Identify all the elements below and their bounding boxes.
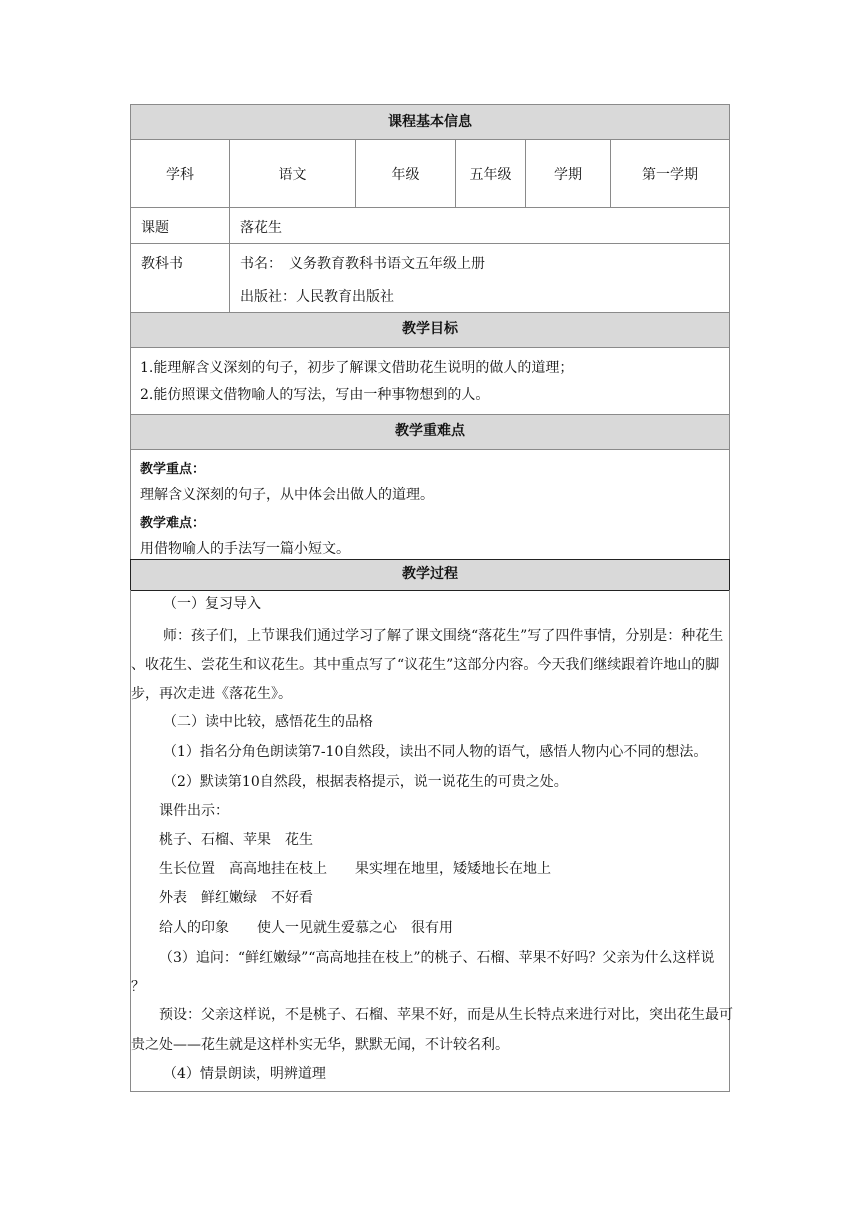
textbook-row <box>130 244 730 313</box>
topic-value-cell <box>230 208 729 243</box>
process-line: 外表 鲜红嫩绿 不好看 <box>159 890 313 906</box>
process-line: 步，再次走进《落花生》。 <box>131 686 292 702</box>
process-line: 生长位置 高高地挂在枝上 果实埋在地里，矮矮地长在地上 <box>159 861 551 877</box>
process-line: （2）默读第10自然段，根据表格提示，说一说花生的可贵之处。 <box>163 774 568 790</box>
difficulty-text: 用借物喻人的手法写一篇小短文。 <box>140 541 350 557</box>
process-line: 给人的印象 使人一见就生爱慕之心 很有用 <box>159 920 453 936</box>
textbook-publisher: 出版社：人民教育出版社 <box>240 289 394 305</box>
process-header: 教学过程 <box>130 559 730 591</box>
process-line: （1）指名分角色朗读第7-10自然段，读出不同人物的语气，感悟人物内心不同的想法。 <box>163 744 708 760</box>
term-value: 第一学期 <box>642 166 698 183</box>
subject-label: 学科 <box>131 140 230 207</box>
process-line: （二）读中比较，感悟花生的品格 <box>163 714 373 730</box>
textbook-value-cell <box>230 244 729 312</box>
textbook-name: 书名： 义务教育教科书语文五年级上册 <box>240 256 485 272</box>
basic-info-header: 课程基本信息 <box>130 104 730 140</box>
lesson-plan-table <box>130 104 730 560</box>
process-line: 师：孩子们，上节课我们通过学习了解了课文围绕“落花生”写了四件事情，分别是：种花生 <box>163 628 724 644</box>
textbook-label: 教科书 <box>141 256 183 272</box>
goal-item: 1.能理解含义深刻的句子，初步了解课文借助花生说明的做人的道理； <box>140 360 574 376</box>
goals-body <box>130 348 730 415</box>
goals-header: 教学目标 <box>130 313 730 348</box>
topic-label: 课题 <box>141 220 169 236</box>
process-line: 课件出示： <box>159 803 229 819</box>
grade-label: 年级 <box>356 140 456 207</box>
process-line: 贵之处——花生就是这样朴实无华，默默无闻，不计较名利。 <box>131 1037 509 1053</box>
focus-label: 教学重点： <box>140 462 206 477</box>
focus-text: 理解含义深刻的句子，从中体会出做人的道理。 <box>140 487 434 503</box>
process-body <box>130 590 733 1092</box>
term-label: 学期 <box>526 140 611 207</box>
process-line: （4）情景朗读，明辨道理 <box>163 1066 326 1082</box>
process-line: 预设：父亲这样说，不是桃子、石榴、苹果不好，而是从生长特点来进行对比，突出花生最可 <box>159 1007 733 1023</box>
process-line: 、收花生、尝花生和议花生。其中重点写了“议花生”这部分内容。今天我们继续跟着许地山的脚 <box>131 657 720 673</box>
grade-value: 五年级 <box>456 140 526 207</box>
topic-label-cell <box>131 208 230 243</box>
basic-info-row <box>130 140 730 208</box>
goal-item: 2.能仿照课文借物喻人的写法，写由一种事物想到的人。 <box>140 387 490 403</box>
key-points-body <box>130 450 730 560</box>
process-line: （一）复习导入 <box>163 596 261 612</box>
process-line: 桃子、石榴、苹果 花生 <box>159 832 313 848</box>
key-points-header: 教学重难点 <box>130 415 730 450</box>
topic-value: 落花生 <box>240 220 282 236</box>
subject-value: 语文 <box>230 140 356 207</box>
topic-row <box>130 208 730 244</box>
process-line: （3）追问：“鲜红嫩绿”“高高地挂在枝上”的桃子、石榴、苹果不好吗？父亲为什么这样说 <box>159 950 715 966</box>
process-line: ？ <box>131 979 145 995</box>
textbook-label-cell <box>131 244 230 312</box>
difficulty-label: 教学难点： <box>140 516 206 531</box>
